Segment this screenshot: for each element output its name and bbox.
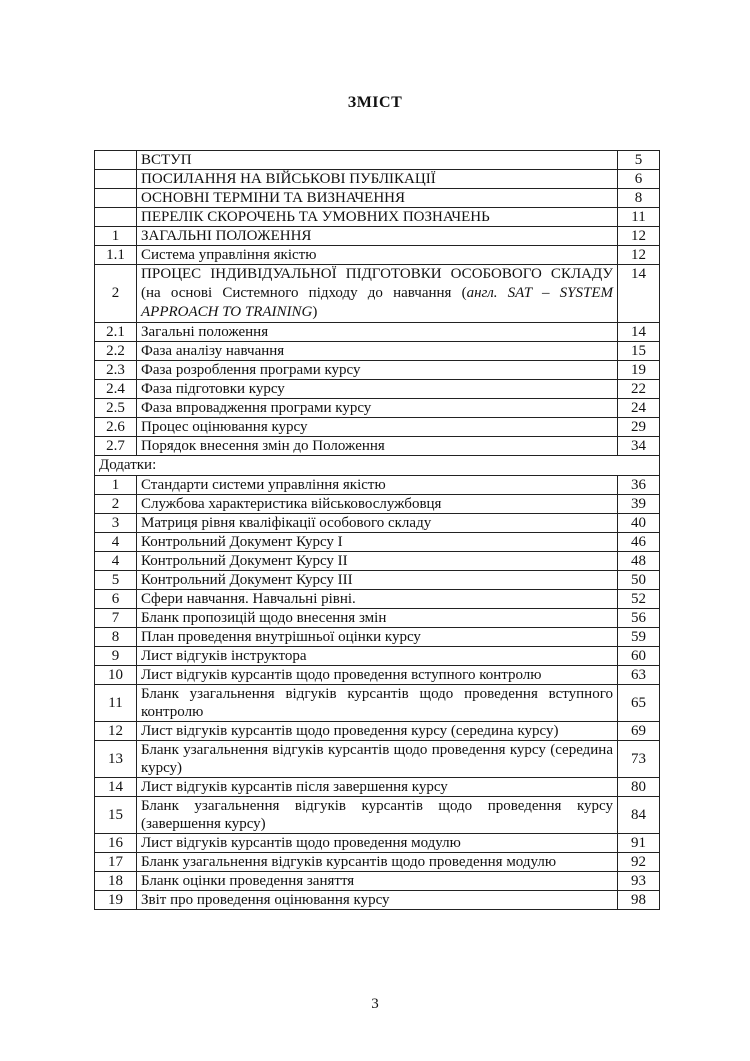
toc-row-number [95, 151, 137, 170]
toc-row [95, 533, 660, 552]
toc-row [95, 609, 660, 628]
toc-row-title: Матриця рівня кваліфікації особового складу [137, 514, 618, 533]
toc-row-title: Лист відгуків курсантів після завершення курсу [137, 778, 618, 797]
toc-row-title: Контрольний Документ Курсу II [137, 552, 618, 571]
toc-row-page: 5 [618, 151, 660, 170]
toc-row-number: 2.6 [95, 418, 137, 437]
toc-row-title: Порядок внесення змін до Положення [137, 437, 618, 456]
toc-row [95, 872, 660, 891]
toc-row-number: 1.1 [95, 246, 137, 265]
toc-row-number: 6 [95, 590, 137, 609]
toc-row [95, 227, 660, 246]
toc-row-number: 7 [95, 609, 137, 628]
toc-row-page: 14 [618, 323, 660, 342]
toc-row-page: 92 [618, 853, 660, 872]
toc-row-title: Сфери навчання. Навчальні рівні. [137, 590, 618, 609]
toc-row-title: Фаза впровадження програми курсу [137, 399, 618, 418]
toc-row [95, 208, 660, 227]
toc-row [95, 647, 660, 666]
toc-row [95, 246, 660, 265]
toc-row [95, 399, 660, 418]
section-2-title-italic: англ. SAT – SYSTEM APPROACH TO TRAINING [141, 285, 614, 320]
toc-row-page: 11 [618, 208, 660, 227]
toc-row-number [95, 170, 137, 189]
toc-row-page: 39 [618, 495, 660, 514]
toc-row-page: 15 [618, 342, 660, 361]
toc-row-title: Бланк узагальнення відгуків курсантів щодо проведення вступного контролю [137, 685, 618, 722]
toc-row-page: 12 [618, 246, 660, 265]
toc-row-page: 73 [618, 741, 660, 778]
toc-row [95, 189, 660, 208]
toc-row-number: 18 [95, 872, 137, 891]
toc-row-title: Система управління якістю [137, 246, 618, 265]
toc-row [95, 552, 660, 571]
toc-row-number: 2.5 [95, 399, 137, 418]
toc-row-title: Лист відгуків курсантів щодо проведення курсу (середина курсу) [137, 722, 618, 741]
toc-row-page: 52 [618, 590, 660, 609]
toc-row-title: ЗАГАЛЬНІ ПОЛОЖЕННЯ [137, 227, 618, 246]
toc-row-number [95, 208, 137, 227]
toc-row-title: Бланк оцінки проведення заняття [137, 872, 618, 891]
toc-row-title: План проведення внутрішньої оцінки курсу [137, 628, 618, 647]
page-title: ЗМІСТ [347, 94, 403, 111]
toc-row-title [137, 265, 618, 323]
toc-row-page: 19 [618, 361, 660, 380]
toc-row-page: 8 [618, 189, 660, 208]
toc-row [95, 323, 660, 342]
toc-row-title: Фаза розроблення програми курсу [137, 361, 618, 380]
toc-row-number: 2.4 [95, 380, 137, 399]
toc-row-number: 2 [95, 495, 137, 514]
toc-row-number: 9 [95, 647, 137, 666]
toc-row-number: 17 [95, 853, 137, 872]
toc-row [95, 342, 660, 361]
toc-row [95, 741, 660, 778]
toc-row-title: Фаза аналізу навчання [137, 342, 618, 361]
toc-row-number: 19 [95, 891, 137, 910]
toc-row-number: 15 [95, 797, 137, 834]
toc-row-title: ОСНОВНІ ТЕРМІНИ ТА ВИЗНАЧЕННЯ [137, 189, 618, 208]
toc-row-title: Лист відгуків курсантів щодо проведення модулю [137, 834, 618, 853]
toc-row-number: 2.1 [95, 323, 137, 342]
toc-row-number [95, 189, 137, 208]
toc-row-number: 4 [95, 552, 137, 571]
toc-row-number: 4 [95, 533, 137, 552]
toc-row-page: 59 [618, 628, 660, 647]
toc-row-title: Бланк узагальнення відгуків курсантів щодо проведення курсу (середина курсу) [137, 741, 618, 778]
toc-row-page: 50 [618, 571, 660, 590]
toc-row-number: 2.3 [95, 361, 137, 380]
toc-row-page: 60 [618, 647, 660, 666]
toc-row [95, 778, 660, 797]
toc-row [95, 722, 660, 741]
toc-row-number: 12 [95, 722, 137, 741]
toc-row-page: 6 [618, 170, 660, 189]
toc-row-number: 16 [95, 834, 137, 853]
toc-row-page: 65 [618, 685, 660, 722]
toc-row [95, 834, 660, 853]
toc-row-page: 56 [618, 609, 660, 628]
toc-row-title: Стандарти системи управління якістю [137, 476, 618, 495]
toc-row [95, 476, 660, 495]
toc-row-title: Процес оцінювання курсу [137, 418, 618, 437]
toc-row-title: Контрольний Документ Курсу III [137, 571, 618, 590]
toc-row-page: 29 [618, 418, 660, 437]
toc-body [95, 151, 660, 910]
toc-row-page: 91 [618, 834, 660, 853]
toc-row-title: ВСТУП [137, 151, 618, 170]
toc-row [95, 685, 660, 722]
toc-row [95, 666, 660, 685]
toc-row-page: 40 [618, 514, 660, 533]
toc-row-title: Службова характеристика військовослужбовця [137, 495, 618, 514]
toc-row-title: Бланк пропозицій щодо внесення змін [137, 609, 618, 628]
toc-row-number: 1 [95, 227, 137, 246]
toc-row [95, 571, 660, 590]
toc-row-title: Лист відгуків курсантів щодо проведення вступного контролю [137, 666, 618, 685]
appendix-header-row [95, 456, 660, 476]
toc-row-number: 11 [95, 685, 137, 722]
toc-row-number: 2.2 [95, 342, 137, 361]
toc-row-title: Загальні положення [137, 323, 618, 342]
toc-row-title: Фаза підготовки курсу [137, 380, 618, 399]
toc-row-page: 98 [618, 891, 660, 910]
toc-row-number: 10 [95, 666, 137, 685]
toc-row-page: 48 [618, 552, 660, 571]
toc-row-page: 14 [618, 265, 660, 323]
toc-row [95, 891, 660, 910]
toc-row-page: 22 [618, 380, 660, 399]
toc-row [95, 514, 660, 533]
toc-row-title: Контрольний Документ Курсу I [137, 533, 618, 552]
toc-row [95, 170, 660, 189]
toc-row-title: ПЕРЕЛІК СКОРОЧЕНЬ ТА УМОВНИХ ПОЗНАЧЕНЬ [137, 208, 618, 227]
table-of-contents [94, 150, 660, 910]
toc-row [95, 590, 660, 609]
toc-row-number: 2 [95, 265, 137, 323]
toc-row-page: 69 [618, 722, 660, 741]
toc-row [95, 495, 660, 514]
toc-row-number: 8 [95, 628, 137, 647]
toc-row-title: ПОСИЛАННЯ НА ВІЙСЬКОВІ ПУБЛІКАЦІЇ [137, 170, 618, 189]
toc-row-page: 63 [618, 666, 660, 685]
toc-row-title: Бланк узагальнення відгуків курсантів щодо проведення модулю [137, 853, 618, 872]
toc-row-page: 12 [618, 227, 660, 246]
toc-row-page: 24 [618, 399, 660, 418]
toc-row-page: 80 [618, 778, 660, 797]
toc-row-number: 14 [95, 778, 137, 797]
toc-row-number: 1 [95, 476, 137, 495]
toc-row-number: 13 [95, 741, 137, 778]
toc-row-title: Звіт про проведення оцінювання курсу [137, 891, 618, 910]
toc-row-page: 36 [618, 476, 660, 495]
toc-row [95, 437, 660, 456]
toc-row [95, 797, 660, 834]
toc-row-number: 2.7 [95, 437, 137, 456]
toc-row-page: 93 [618, 872, 660, 891]
toc-row-page: 84 [618, 797, 660, 834]
toc-row [95, 380, 660, 399]
page-number: 3 [371, 996, 379, 1012]
toc-row [95, 853, 660, 872]
toc-row-page: 34 [618, 437, 660, 456]
toc-row-number: 5 [95, 571, 137, 590]
toc-row [95, 628, 660, 647]
toc-row-title: Лист відгуків інструктора [137, 647, 618, 666]
appendix-label: Додатки: [95, 456, 660, 476]
toc-row-number: 3 [95, 514, 137, 533]
toc-row-title: Бланк узагальнення відгуків курсантів щодо проведення курсу (завершення курсу) [137, 797, 618, 834]
section-2-title-main: ПРОЦЕС ІНДИВІДУАЛЬНОЇ ПІДГОТОВКИ ОСОБОВОГО СКЛАДУ (на основі Системного підходу до навчання ( [141, 266, 613, 301]
toc-row-section-2 [95, 265, 660, 323]
toc-row [95, 418, 660, 437]
toc-row [95, 361, 660, 380]
toc-row [95, 151, 660, 170]
toc-row-page: 46 [618, 533, 660, 552]
section-2-title-end: ) [312, 304, 318, 320]
